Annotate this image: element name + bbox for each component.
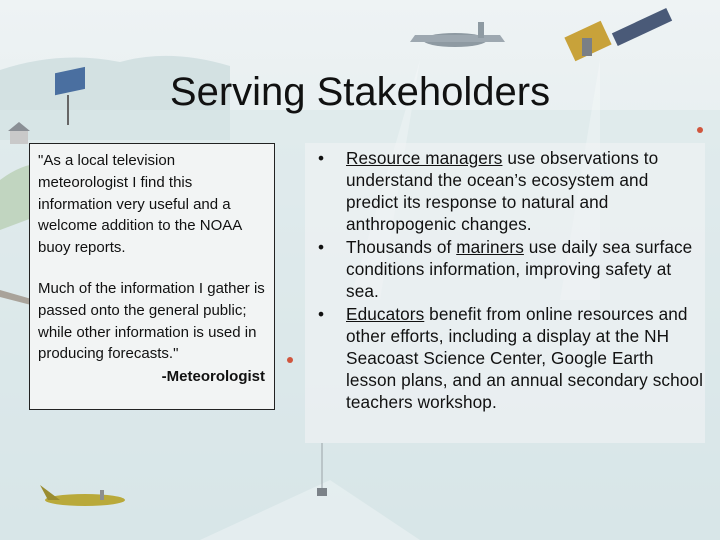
- bullet-text: use daily sea surface conditions information, improving safety at sea.: [346, 237, 693, 301]
- list-item: [305, 303, 705, 413]
- bullet-text: benefit from online resources and other efforts, including a display at the NH Seacoast Science Center, Google Earth lesson plans, and an annual secondary school teachers workshop.: [346, 304, 703, 412]
- bullet-keyword: mariners: [456, 237, 524, 257]
- bullet-text: use observations to understand the ocean’s ecosystem and predict its response to natural and anthropogenic changes.: [346, 148, 659, 234]
- bullet-keyword: Resource managers: [346, 148, 503, 168]
- bullet-icon: •: [318, 304, 325, 324]
- bullet-prefix: Thousands of: [346, 237, 457, 257]
- list-item: [305, 236, 705, 302]
- buoy-icon: [287, 357, 293, 363]
- bullet-keyword: Educators: [346, 304, 425, 324]
- quote-box: [29, 143, 275, 410]
- quote-paragraph: "As a local television meteorologist I find this information very useful and a welcome addition to the NOAA buoy reports.: [38, 152, 242, 257]
- satellite-icon: [564, 8, 672, 61]
- bullet-icon: •: [318, 237, 325, 257]
- aircraft-icon: [410, 22, 505, 47]
- list-item: [305, 147, 705, 235]
- page-title: Serving Stakeholders: [169, 70, 551, 114]
- stakeholder-list: [305, 143, 705, 443]
- buoy-icon: [697, 127, 703, 133]
- quote-attribution: -Meteorologist: [161, 368, 265, 386]
- bullet-icon: •: [318, 148, 325, 168]
- quote-paragraph: Much of the information I gather is passed onto the general public; while other information is used in producing forecasts.": [38, 279, 265, 363]
